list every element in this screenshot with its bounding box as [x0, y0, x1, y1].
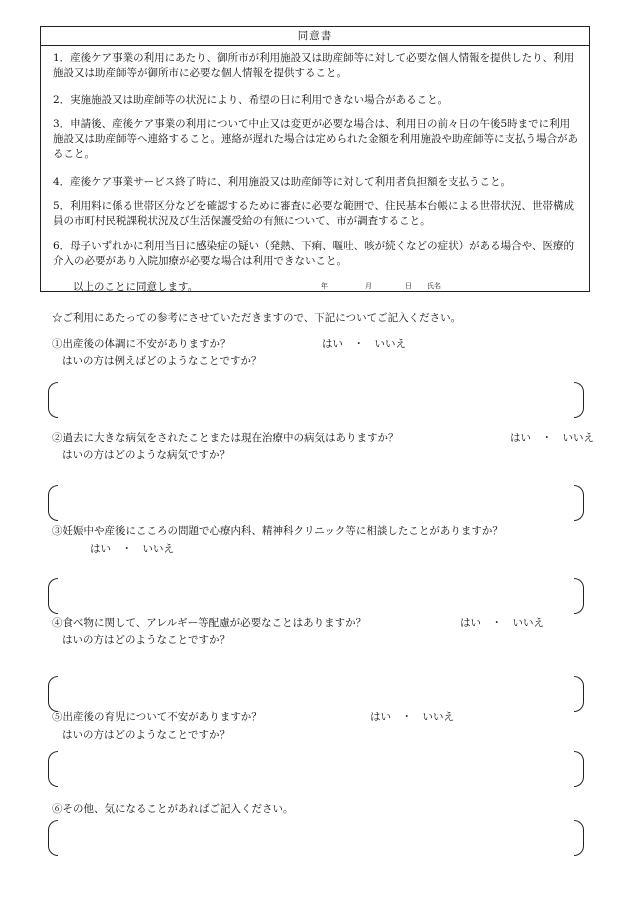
- clause-2: 2．実施施設又は助産師等の状況により、希望の日に利用できない場合があること。: [53, 94, 449, 106]
- date-year-label: 年: [321, 282, 328, 290]
- answer-box-4-left: [48, 676, 58, 712]
- consent-title: 同意書: [41, 27, 589, 46]
- question-2: ②過去に大きな病気をされたことまたは現在治療中の病気はありますか？: [52, 432, 399, 444]
- clause-6: 6．母子いずれかに利用当日に感染症の疑い（発熱、下痢、嘔吐、咳が続くなどの症状）がある場合や、医療的介入の必要があり入院加療が必要な場合は利用できないこと。: [53, 240, 574, 267]
- followup-2: はいの方はどのような病気ですか？: [62, 449, 230, 461]
- answer-box-5-right: [574, 751, 584, 787]
- answer-box-1-right: [574, 382, 584, 418]
- answer-box-4-right: [574, 676, 584, 712]
- intro-text: ☆ご利用にあたっての参考にさせていただきますので、下記についてご記入ください。: [52, 312, 462, 324]
- clause-1: 1．産後ケア事業の利用にあたり、御所市が利用施設又は助産師等に対して必要な個人情報を提供したり、利用施設又は助産師等が御所市に必要な個人情報を提供すること。: [53, 52, 575, 79]
- answer-box-2-right: [574, 485, 584, 521]
- question-6: ⑥その他、気になることがあればご記入ください。: [52, 803, 294, 815]
- question-3: ③妊娠中や産後にこころの問題で心療内科、精神科クリニック等に相談したことがありますか？: [52, 525, 503, 537]
- agreement-line: [53, 279, 579, 293]
- answer-box-3-left: [48, 578, 58, 614]
- yes-no-4[interactable]: はい ・ いいえ: [460, 617, 544, 629]
- agree-text: 以上のことに同意します。: [73, 281, 199, 293]
- question-5: ⑤出産後の育児について不安がありますか？: [52, 711, 262, 723]
- question-1: ①出産後の体調に不安がありますか？: [52, 338, 231, 350]
- clause-4: 4．産後ケア事業サービス終了時に、利用施設又は助産師等に対して利用者負担額を支払うこと。: [53, 176, 512, 188]
- answer-box-2-left: [48, 485, 58, 521]
- answer-box-5-left: [48, 751, 58, 787]
- answer-box-6-right: [574, 820, 584, 856]
- question-4: ④食べ物に関して、アレルギー等配慮が必要なことはありますか？: [52, 617, 367, 629]
- answer-box-6-left: [48, 820, 58, 856]
- followup-1: はいの方は例えばどのようなことですか？: [62, 355, 262, 367]
- clause-3: 3．申請後、産後ケア事業の利用について中止又は変更が必要な場合は、利用日の前々日の午後5時までに利用施設又は助産師等へ連絡すること。連絡が遅れた場合は定められた金額を利用施設や助産師等に支払う場合があること。: [53, 118, 578, 160]
- yes-no-2[interactable]: はい ・ いいえ: [510, 432, 594, 444]
- clause-5: 5．利用料に係る世帯区分などを確認するために審査に必要な範囲で、住民基本台帳による世帯状況、世帯構成員の市町村民税課税状況及び生活保護受給の有無について、市が調査すること。: [53, 200, 574, 227]
- yes-no-1[interactable]: はい ・ いいえ: [322, 338, 406, 350]
- name-label: 氏名: [427, 282, 441, 290]
- answer-box-1-left: [48, 382, 58, 418]
- yes-no-5[interactable]: はい ・ いいえ: [370, 711, 454, 723]
- date-month-label: 月: [365, 282, 372, 290]
- followup-4: はいの方はどのようなことですか？: [62, 634, 230, 646]
- followup-5: はいの方はどのようなことですか？: [62, 729, 230, 741]
- answer-box-3-right: [574, 578, 584, 614]
- date-name-field[interactable]: [263, 279, 579, 292]
- yes-no-3[interactable]: はい ・ いいえ: [90, 543, 174, 555]
- date-day-label: 日: [405, 282, 412, 290]
- consent-box: [40, 26, 590, 292]
